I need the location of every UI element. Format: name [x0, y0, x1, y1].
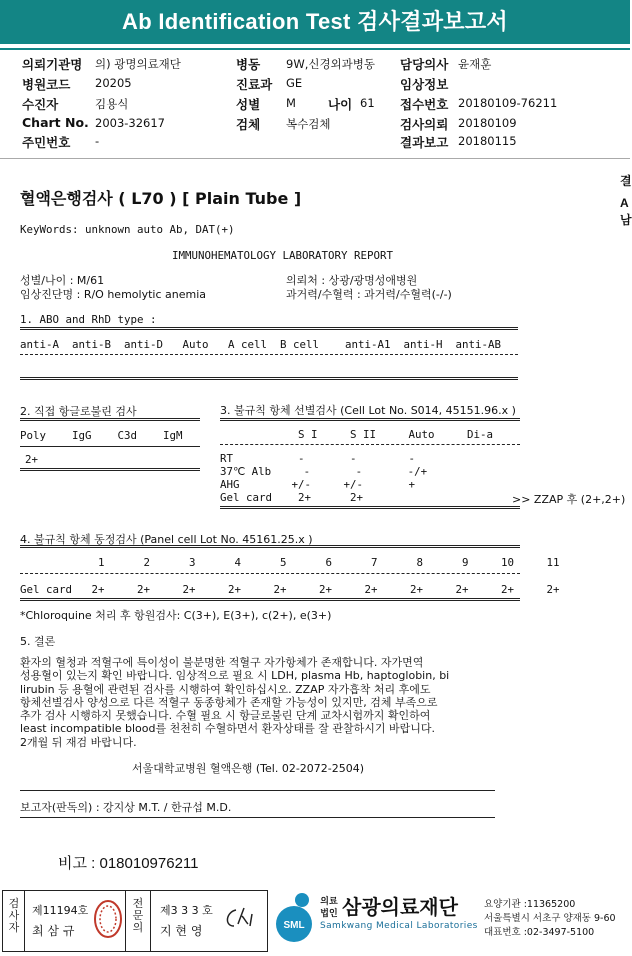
header-separator: [0, 158, 630, 159]
divider: [24, 890, 25, 952]
label-clinical-info: 임상정보: [400, 77, 449, 92]
value-patient: 김용식: [95, 97, 129, 111]
technician-seal: [93, 898, 123, 940]
remarks: 비고 : 018010976211: [58, 855, 199, 872]
value-report-date: 20180115: [458, 134, 517, 148]
conclusion-line: 성용혈이 있는지 확인 바랍니다. 임상적으로 필요 시 LDH, plasma Hb, haptoglobin, bi: [20, 669, 450, 683]
screening-row: Gel card 2+ 2+: [220, 491, 364, 504]
dat-column-headers: Poly IgG C3d IgM: [20, 429, 183, 442]
report-banner: Ab Identification Test 검사결과보고서: [0, 0, 630, 44]
label-hospital-code: 병원코드: [22, 77, 71, 92]
value-physician: 윤재훈: [458, 57, 492, 71]
value-resident-no: -: [95, 134, 100, 148]
section-screening-title: 3. 불규칙 항체 선별검사 (Cell Lot No. S014, 45151.96.x ): [220, 404, 516, 417]
label-resident-no: 주민번호: [22, 135, 71, 150]
value-ward: 9W,신경외과병동: [286, 57, 375, 71]
label-sex: 성별: [236, 97, 261, 112]
test-title: 혈액은행검사 ( L70 ) [ Plain Tube ]: [20, 189, 302, 208]
requesting-facility: 의뢰처 : 상광/광명성애병원: [286, 274, 418, 287]
clinical-diagnosis: 임상진단명 : R/O hemolytic anemia: [20, 288, 206, 301]
technician-license: 제11194호: [32, 904, 89, 917]
keywords: KeyWords: unknown auto Ab, DAT(+): [20, 223, 235, 236]
value-hospital-code: 20205: [95, 76, 132, 90]
table-rule: [20, 354, 518, 355]
table-rule: [20, 598, 520, 601]
label-requesting-institution: 의뢰기관명: [22, 57, 83, 72]
conclusion-line: 항체선별검사 양성으로 다른 적혈구 동종항체가 존재할 가능성이 있지만, 검체 부족으로: [20, 695, 438, 709]
table-rule: [20, 377, 518, 380]
table-rule: [20, 468, 200, 471]
table-rule: [220, 506, 520, 509]
screening-row: RT - - -: [220, 452, 416, 465]
label-ward: 병동: [236, 57, 261, 72]
signature-mark: [222, 904, 258, 932]
section-panel-title: 4. 불규칙 항체 동정검사 (Panel cell Lot No. 45161.25.x ): [20, 533, 313, 546]
label-request-date: 검사의뢰: [400, 117, 449, 132]
label-chart-no: Chart No.: [22, 115, 89, 130]
screening-column-headers: S I S II Auto Di-a: [220, 428, 494, 441]
value-request-date: 20180109: [458, 116, 517, 130]
conclusion-line: 환자의 혈청과 적혈구에 특이성이 불분명한 적혈구 자가항체가 존재합니다. 자가면역: [20, 656, 424, 669]
abo-column-headers: anti-A anti-B anti-D Auto A cell B cell anti-A1 anti-H anti-AB: [20, 338, 502, 351]
section-dat-title: 2. 직접 항글로불린 검사: [20, 405, 137, 418]
chloroquine-result: *Chloroquine 처리 후 항원검사: C(3+), E(3+), c(2+), e(3+): [20, 609, 332, 622]
label-department: 진료과: [236, 77, 273, 92]
specialist-label: 전 문 의: [132, 897, 144, 934]
sml-logo-icon: [272, 892, 320, 942]
label-receipt-no: 접수번호: [400, 97, 449, 112]
table-rule: [220, 418, 520, 421]
org-name: 삼광의료재단: [342, 895, 458, 919]
divider: [125, 890, 126, 952]
address: 서울특별시 서초구 양재동 9-60: [484, 913, 616, 924]
institution-code: 요양기관 :11365200: [484, 899, 576, 910]
table-rule: [20, 545, 520, 548]
label-age: 나이: [328, 97, 353, 112]
value-age: 61: [360, 96, 375, 110]
phone: 대표번호 :02-3497-5100: [484, 927, 595, 938]
dat-poly-value: 2+: [25, 453, 39, 466]
signature-rule: [20, 817, 495, 818]
table-rule: [20, 446, 200, 447]
specialist-name: 지 현 영: [160, 924, 203, 938]
side-fragment: 결: [620, 174, 632, 188]
panel-column-headers: 1 2 3 4 5 6 7 8 9 10 11: [20, 556, 560, 569]
value-sex: M: [286, 96, 296, 110]
technician-name: 최 삼 규: [32, 924, 75, 938]
value-receipt-no: 20180109-76211: [458, 96, 558, 110]
value-specimen: 복수검체: [286, 117, 331, 131]
label-physician: 담당의사: [400, 57, 449, 72]
signature-rule: [20, 790, 495, 791]
org-name-en: Samkwang Medical Laboratories: [320, 921, 478, 931]
conclusion-line: least incompatible blood를 천천히 수혈하면서 환자상태를 잘 관찰하시기 바랍니다.: [20, 722, 435, 736]
side-fragment: 남: [620, 213, 632, 227]
section-abo-title: 1. ABO and RhD type :: [20, 313, 157, 326]
zzap-result: >> ZZAP 후 (2+,2+): [512, 493, 626, 506]
side-fragment: A: [620, 196, 629, 210]
table-rule: [20, 327, 518, 330]
transfusion-history: 과거력/수혈력 : 과거력/수혈력(-/-): [286, 288, 452, 301]
conclusion-text: [20, 656, 580, 749]
org-prefix: 의료 법인: [320, 897, 338, 919]
specialist-license: 제3 3 3 호: [160, 904, 213, 917]
lab-report-title: IMMUNOHEMATOLOGY LABORATORY REPORT: [172, 249, 394, 262]
label-patient: 수진자: [22, 97, 59, 112]
institution-line: 서울대학교병원 혈액은행 (Tel. 02-2072-2504): [132, 762, 365, 775]
conclusion-line: 추가 검사 시행하지 못했습니다. 수혈 필요 시 항글로불린 단계 교차시험까지 확인하여: [20, 709, 431, 723]
conclusion-line: 2개월 뒤 재검 바랍니다.: [20, 735, 137, 749]
label-report-date: 결과보고: [400, 135, 449, 150]
screening-row: AHG +/- +/- +: [220, 478, 416, 491]
divider: [150, 890, 151, 952]
screening-row: 37℃ Alb - - -/+: [220, 465, 428, 478]
banner-divider: [0, 48, 630, 50]
patient-sex-age: 성별/나이 : M/61: [20, 274, 105, 287]
reporter-line: 보고자(판독의) : 강지상 M.T. / 한규섭 M.D.: [20, 801, 232, 814]
conclusion-line: lirubin 등 용혈에 관련된 검사를 시행하여 확인하십시오. ZZAP 자가흡착 처리 후에도: [20, 682, 431, 696]
label-specimen: 검체: [236, 117, 261, 132]
section-conclusion-title: 5. 결론: [20, 635, 56, 648]
table-rule: [220, 444, 520, 445]
technician-label: 검 사 자: [8, 897, 20, 934]
panel-gelcard-row: Gel card 2+ 2+ 2+ 2+ 2+ 2+ 2+ 2+ 2+ 2+ 2+: [20, 583, 560, 596]
table-rule: [20, 418, 200, 421]
value-requesting-institution: 의) 광명의료재단: [95, 57, 181, 71]
svg-text:SML: SML: [283, 920, 305, 931]
value-chart-no: 2003-32617: [95, 116, 165, 130]
value-department: GE: [286, 76, 303, 90]
table-rule: [20, 573, 520, 574]
